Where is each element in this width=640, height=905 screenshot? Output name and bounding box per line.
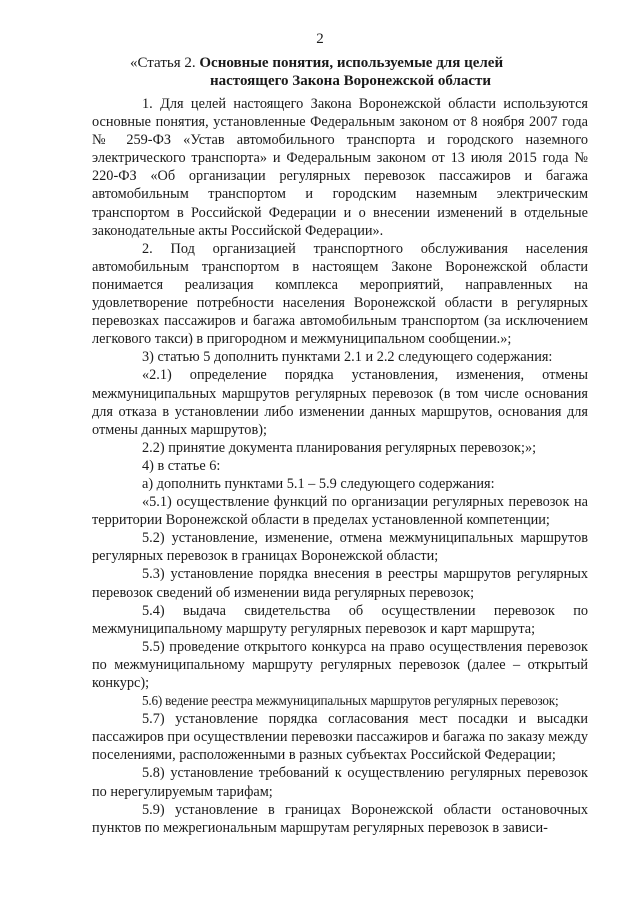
paragraph: 2. Под организацией транспортного обслуживания населения автомобильным транспортом в настоящем Законе Воронежской области понимается реализация комплекса мероприятий, направленных на удовлетворение потребности населения Воронежской области в регулярных перевозках пассажиров и багажа автомобильным транспортом (за исключением легкового такси) в пригородном и межмуниципальном сообщении.»; [92, 240, 588, 348]
article-heading [130, 54, 530, 90]
paragraph: 1. Для целей настоящего Закона Воронежской области используются основные понятия, установленные Федеральным законом от 8 ноября 2007 года № 259-ФЗ «Устав автомобильного транспорта и городского наземного электрического транспорта» и Федеральным законом от 13 июля 2015 года № 220-ФЗ «Об организации регулярных перевозок пассажиров и багажа автомобильным транспортом и городским наземным электрическим транспортом в Российской Федерации и о внесении изменений в отдельные законодательные акты Российской Федерации». [92, 96, 588, 239]
paragraph: а) дополнить пунктами 5.1 – 5.9 следующего содержания: [142, 475, 495, 492]
paragraph: 5.3) установление порядка внесения в реестры маршрутов регулярных перевозок сведений об изменении вида регулярных перевозок; [92, 566, 588, 601]
article-prefix: «Статья 2. [130, 55, 200, 71]
paragraph: 2.2) принятие документа планирования регулярных перевозок;»; [142, 439, 537, 456]
paragraph: 5.2) установление, изменение, отмена межмуниципальных маршрутов регулярных перевозок в границах Воронежской области; [92, 530, 588, 565]
article-title-line1: Основные понятия, используемые для целей [199, 55, 504, 71]
paragraph: 5.5) проведение открытого конкурса на право осуществления перевозок по межмуниципальному маршруту регулярных перевозок (далее – открытый конкурс); [92, 638, 588, 691]
article-heading-line1 [130, 54, 530, 72]
paragraph: 4) в статье 6: [142, 457, 221, 474]
paragraph: 5.7) установление порядка согласования мест посадки и высадки пассажиров при осуществлении перевозки пассажиров и багажа по заказу между поселениями, расположенными в разных субъектах Российской Федерации; [92, 711, 588, 764]
paragraph: «2.1) определение порядка установления, изменения, отмены межмуниципальных маршрутов регулярных перевозок (в том числе основания для отказа в установлении либо изменении данных маршрутов, основания для отмены данных маршрутов); [92, 367, 588, 438]
page-number: 2 [316, 31, 324, 47]
paragraph: 5.8) установление требований к осуществлению регулярных перевозок по нерегулируемым тарифам; [92, 765, 588, 800]
paragraph: «5.1) осуществление функций по организации регулярных перевозок на территории Воронежской области в пределах установленной компетенции; [92, 494, 588, 529]
paragraph: 3) статью 5 дополнить пунктами 2.1 и 2.2 следующего содержания: [142, 349, 553, 366]
paragraph: 5.9) установление в границах Воронежской области остановочных пунктов по межрегиональным маршрутам регулярных перевозок в зависи- [92, 801, 588, 836]
paragraph: 5.4) выдача свидетельства об осуществлении перевозок по межмуниципальному маршруту регулярных перевозок и карт маршрута; [92, 602, 588, 637]
article-title-line2: настоящего Закона Воронежской области [210, 73, 492, 89]
document-body [92, 95, 588, 837]
paragraph: 5.6) ведение реестра межмуниципальных маршрутов регулярных перевозок; [142, 693, 559, 709]
